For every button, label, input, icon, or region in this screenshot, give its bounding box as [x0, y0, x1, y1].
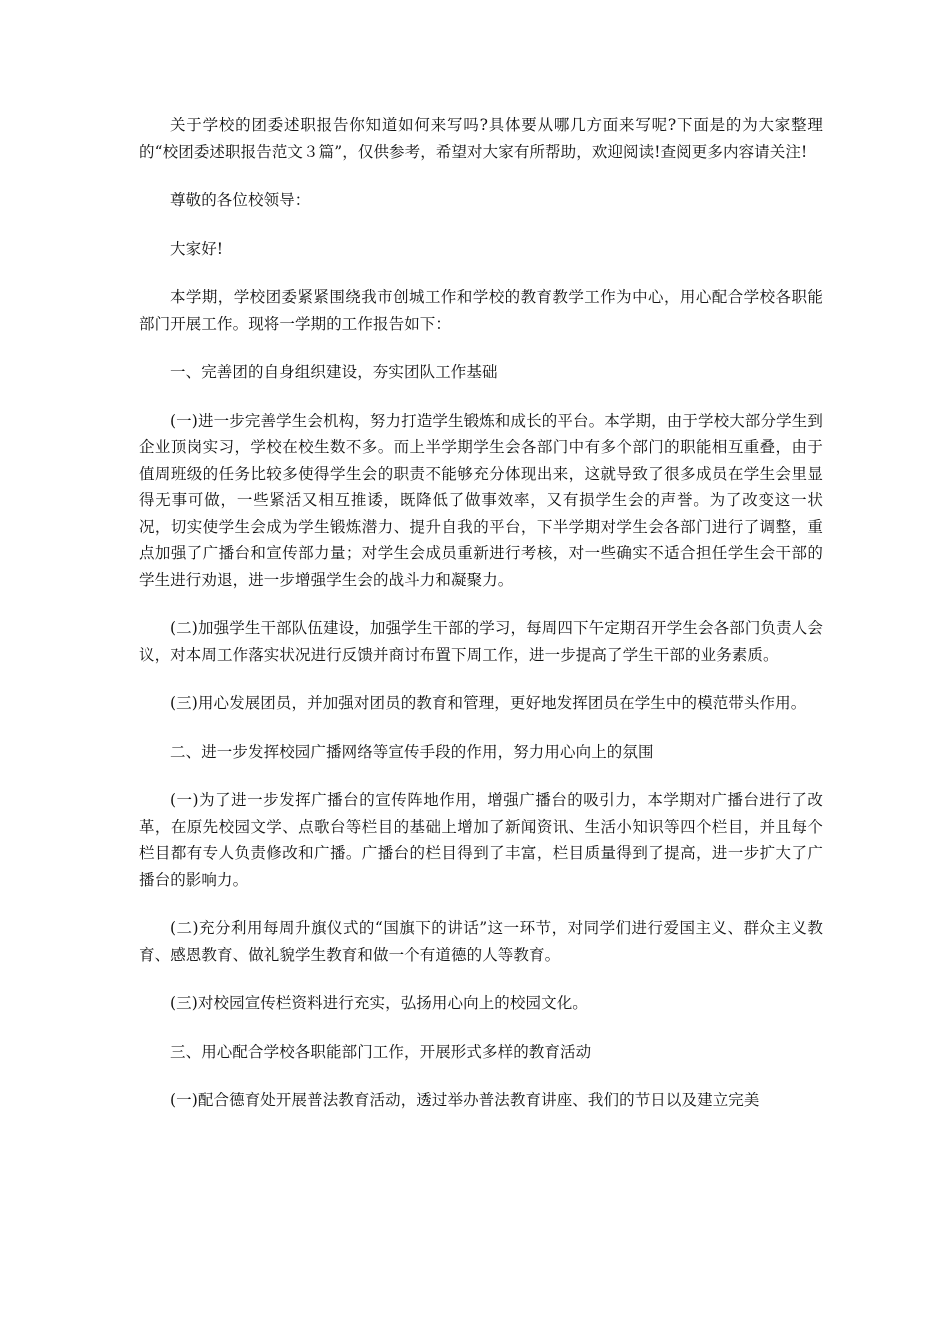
document-body: [139, 112, 823, 1136]
section-1-item-3: (三)用心发展团员，并加强对团员的教育和管理，更好地发挥团员在学生中的模范带头作用。: [170, 694, 807, 712]
section-3-item-1: (一)配合德育处开展普法教育活动，透过举办普法教育讲座、我们的节日以及建立完美: [170, 1091, 760, 1109]
section-2-item-3: (三)对校园宣传栏资料进行充实，弘扬用心向上的校园文化。: [170, 994, 588, 1012]
section-heading-1: 一、完善团的自身组织建设，夯实团队工作基础: [170, 363, 498, 381]
intro-paragraph: 关于学校的团委述职报告你知道如何来写吗?具体要从哪几方面来写呢?下面是的为大家整理的“校团委述职报告范文３篇”，仅供参考，希望对大家有所帮助，欢迎阅读!查阅更多内容请关注!: [139, 116, 823, 161]
opening-paragraph: 本学期，学校团委紧紧围绕我市创城工作和学校的教育教学工作为中心，用心配合学校各职能部门开展工作。现将一学期的工作报告如下：: [139, 288, 823, 333]
section-2-item-2: (二)充分利用每周升旗仪式的“国旗下的讲话”这一环节，对同学们进行爱国主义、群众主义教育、感恩教育、做礼貌学生教育和做一个有道德的人等教育。: [139, 919, 823, 964]
section-1-item-2: (二)加强学生干部队伍建设，加强学生干部的学习，每周四下午定期召开学生会各部门负责人会议，对本周工作落实状况进行反馈并商讨布置下周工作，进一步提高了学生干部的业务素质。: [139, 619, 823, 664]
section-2-item-1: (一)为了进一步发挥广播台的宣传阵地作用，增强广播台的吸引力，本学期对广播台进行了改革，在原先校园文学、点歌台等栏目的基础上增加了新闻资讯、生活小知识等四个栏目，并且每个栏目都有专人负责修改和广播。广播台的栏目得到了丰富，栏目质量得到了提高，进一步扩大了广播台的影响力。: [139, 791, 824, 889]
section-heading-2: 二、进一步发挥校园广播网络等宣传手段的作用，努力用心向上的氛围: [170, 742, 654, 761]
salutation: 尊敬的各位校领导：: [170, 191, 311, 209]
greeting: 大家好!: [170, 239, 224, 258]
section-heading-3: 三、用心配合学校各职能部门工作，开展形式多样的教育活动: [170, 1042, 592, 1061]
section-1-item-1: (一)进一步完善学生会机构，努力打造学生锻炼和成长的平台。本学期，由于学校大部分学生到企业顶岗实习，学校在校生数不多。而上半学期学生会各部门中有多个部门的职能相互重叠，由于值周班级的任务比较多使得学生会的职责不能够充分体现出来，这就导致了很多成员在学生会里显得无事可做，一些紧活又相互推诿，既降低了做事效率，又有损学生会的声誉。为了改变这一状况，切实使学生会成为学生锻炼潜力、提升自我的平台，下半学期对学生会各部门进行了调整，重点加强了广播台和宣传部力量；对学生会成员重新进行考核，对一些确实不适合担任学生会干部的学生进行劝退，进一步增强学生会的战斗力和凝聚力。: [139, 411, 823, 589]
